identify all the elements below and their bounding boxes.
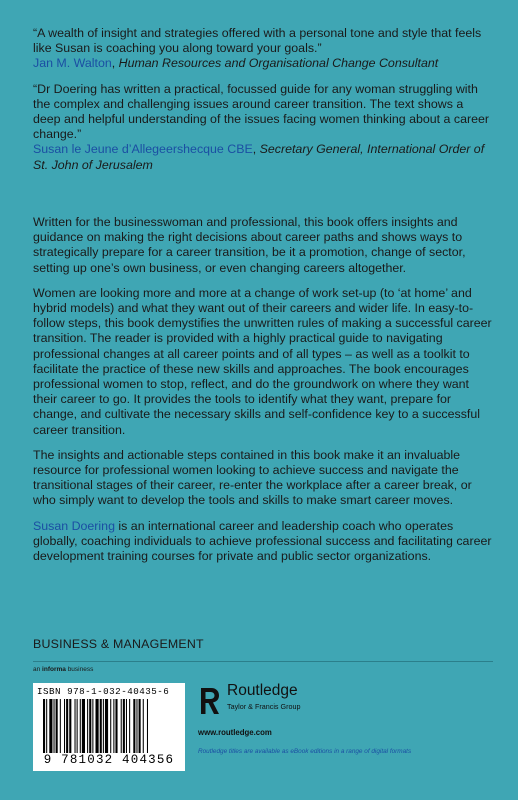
blurb-paragraph: Written for the businesswoman and professional, this book offers insights and guidance on making the right decisions about career paths and shows ways to strategically prepare for a career transition, be it a promotion, change of sector, setting up one’s own business, or even changing careers altogether. (33, 215, 466, 275)
quote-attribution: Susan le Jeune d’Allegeershecque CBE, Secretary General, International Order of St. John of Jerusalem (33, 142, 485, 172)
quote-author-name: Jan M. Walton (33, 56, 112, 71)
informa-brand: informa (42, 666, 66, 673)
endorsement-quote (33, 82, 493, 173)
informa-suffix: business (65, 666, 94, 673)
quote-author-name: Susan le Jeune d’Allegeershecque CBE (33, 142, 253, 157)
publisher-group: Taylor & Francis Group (227, 702, 301, 711)
subject-category: BUSINESS & MANAGEMENT (33, 637, 204, 651)
routledge-logo-icon (198, 686, 222, 716)
quote-author-title: Human Resources and Organisational Change Consultant (118, 56, 439, 71)
isbn-label: ISBN 978-1-032-40435-6 (37, 686, 170, 697)
publisher-url: www.routledge.com (198, 728, 272, 737)
blurb (33, 215, 495, 574)
endorsements (33, 26, 493, 183)
author-bio (33, 519, 495, 565)
barcode-digits: 9 781032 404356 (43, 753, 175, 767)
quote-attribution: Jan M. Walton, Human Resources and Organisational Change Consultant (33, 56, 439, 71)
author-name: Susan Doering (33, 518, 115, 533)
author-bio-text: is an international career and leadership coach who operates globally, coaching individuals to achieve professional success and facilitating career development training courses for private and public sector organizations. (33, 518, 492, 564)
endorsement-quote (33, 26, 493, 72)
blurb-paragraph: Women are looking more and more at a change of work set-up (to ‘at home’ and hybrid models) and what they want out of their careers and wider life. In easy-to-follow steps, this book demystifies the unwritten rules of making a successful career transition. The reader is provided with a highly practical guide to navigating professional changes at all career points and of all types – as well as a toolkit to facilitate the practice of these new skills and approaches. The book encourages professional women to stop, reflect, and do the groundwork on where they want their career to go. It provides the tools to identify what they want, prepare for change, and cultivate the necessary skills and self-confidence key to a successful career transition. (33, 285, 492, 437)
quote-author-title: Secretary General, International Order of St. John of Jerusalem (33, 142, 485, 172)
publisher-name: Routledge (227, 682, 298, 699)
quote-text: “Dr Doering has written a practical, focussed guide for any woman struggling with the complex and challenging issues around career transition. The text shows a deep and helpful understanding of the issues facing women thinking about a career change.” (33, 81, 490, 142)
ebook-note: Routledge titles are available as eBook editions in a range of digital formats (198, 748, 412, 755)
divider (33, 661, 493, 662)
quote-text: “A wealth of insight and strategies offered with a personal tone and style that feels like Susan is coaching you along toward your goals.” (33, 26, 482, 56)
barcode-icon (43, 699, 175, 753)
informa-prefix: an (33, 666, 43, 673)
informa-tagline (33, 666, 93, 673)
blurb-paragraph: The insights and actionable steps contained in this book make it an invaluable resource for professional women looking to achieve success and navigate the transitional stages of their career, re-enter the workplace after a career break, or who simply want to develop the tools and skills to make smart career moves. (33, 447, 472, 508)
isbn-barcode (33, 683, 185, 771)
